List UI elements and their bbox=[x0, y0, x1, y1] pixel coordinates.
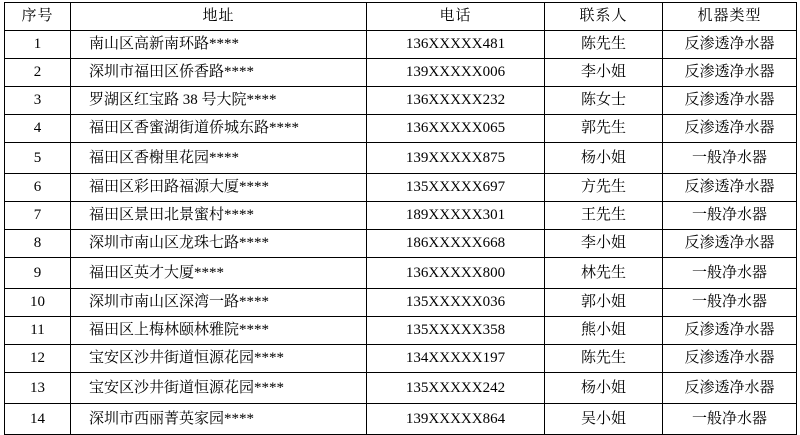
cell-type: 反渗透净水器 bbox=[663, 317, 797, 345]
cell-type: 反渗透净水器 bbox=[663, 87, 797, 115]
cell-phone: 135XXXXX242 bbox=[367, 373, 545, 404]
cell-type: 一般净水器 bbox=[663, 258, 797, 289]
cell-contact: 王先生 bbox=[545, 202, 663, 230]
cell-contact: 郭先生 bbox=[545, 115, 663, 143]
table-row bbox=[5, 345, 797, 373]
cell-address: 福田区香榭里花园**** bbox=[71, 143, 367, 174]
cell-phone: 186XXXXX668 bbox=[367, 230, 545, 258]
cell-index: 7 bbox=[5, 202, 71, 230]
cell-phone: 139XXXXX875 bbox=[367, 143, 545, 174]
cell-address: 福田区彩田路福源大厦**** bbox=[71, 174, 367, 202]
table-row bbox=[5, 115, 797, 143]
cell-type: 一般净水器 bbox=[663, 202, 797, 230]
customer-table bbox=[4, 2, 797, 435]
cell-type: 一般净水器 bbox=[663, 289, 797, 317]
table-row bbox=[5, 143, 797, 174]
table-row bbox=[5, 404, 797, 435]
cell-contact: 李小姐 bbox=[545, 230, 663, 258]
cell-phone: 135XXXXX036 bbox=[367, 289, 545, 317]
cell-address: 宝安区沙井街道恒源花园**** bbox=[71, 345, 367, 373]
cell-index: 4 bbox=[5, 115, 71, 143]
cell-type: 反渗透净水器 bbox=[663, 31, 797, 59]
cell-index: 10 bbox=[5, 289, 71, 317]
cell-address: 深圳市西丽菁英家园**** bbox=[71, 404, 367, 435]
cell-contact: 熊小姐 bbox=[545, 317, 663, 345]
cell-phone: 139XXXXX864 bbox=[367, 404, 545, 435]
cell-phone: 136XXXXX800 bbox=[367, 258, 545, 289]
cell-type: 一般净水器 bbox=[663, 404, 797, 435]
column-header-contact: 联系人 bbox=[545, 3, 663, 31]
cell-type: 一般净水器 bbox=[663, 143, 797, 174]
cell-index: 13 bbox=[5, 373, 71, 404]
cell-index: 9 bbox=[5, 258, 71, 289]
cell-phone: 189XXXXX301 bbox=[367, 202, 545, 230]
column-header-type: 机器类型 bbox=[663, 3, 797, 31]
document-page bbox=[0, 2, 800, 427]
cell-index: 12 bbox=[5, 345, 71, 373]
cell-address: 福田区英才大厦**** bbox=[71, 258, 367, 289]
cell-index: 3 bbox=[5, 87, 71, 115]
cell-type: 反渗透净水器 bbox=[663, 373, 797, 404]
cell-type: 反渗透净水器 bbox=[663, 345, 797, 373]
cell-contact: 林先生 bbox=[545, 258, 663, 289]
cell-phone: 136XXXXX065 bbox=[367, 115, 545, 143]
cell-contact: 陈先生 bbox=[545, 345, 663, 373]
cell-contact: 陈女士 bbox=[545, 87, 663, 115]
cell-contact: 方先生 bbox=[545, 174, 663, 202]
cell-address: 福田区香蜜湖街道侨城东路**** bbox=[71, 115, 367, 143]
table-row bbox=[5, 174, 797, 202]
cell-phone: 136XXXXX481 bbox=[367, 31, 545, 59]
cell-index: 2 bbox=[5, 59, 71, 87]
cell-type: 反渗透净水器 bbox=[663, 230, 797, 258]
cell-address: 福田区景田北景蜜村**** bbox=[71, 202, 367, 230]
cell-type: 反渗透净水器 bbox=[663, 115, 797, 143]
column-header-index: 序号 bbox=[5, 3, 71, 31]
cell-phone: 139XXXXX006 bbox=[367, 59, 545, 87]
cell-contact: 杨小姐 bbox=[545, 143, 663, 174]
cell-address: 深圳市南山区深湾一路**** bbox=[71, 289, 367, 317]
cell-address: 南山区高新南环路**** bbox=[71, 31, 367, 59]
cell-address: 深圳市福田区侨香路**** bbox=[71, 59, 367, 87]
cell-contact: 杨小姐 bbox=[545, 373, 663, 404]
table-row bbox=[5, 230, 797, 258]
cell-contact: 吴小姐 bbox=[545, 404, 663, 435]
table-row bbox=[5, 373, 797, 404]
table-row bbox=[5, 31, 797, 59]
table-row bbox=[5, 289, 797, 317]
cell-type: 反渗透净水器 bbox=[663, 174, 797, 202]
column-header-address: 地址 bbox=[71, 3, 367, 31]
cell-address: 深圳市南山区龙珠七路**** bbox=[71, 230, 367, 258]
cell-phone: 135XXXXX697 bbox=[367, 174, 545, 202]
cell-contact: 李小姐 bbox=[545, 59, 663, 87]
column-header-phone: 电话 bbox=[367, 3, 545, 31]
table-row bbox=[5, 258, 797, 289]
cell-phone: 135XXXXX358 bbox=[367, 317, 545, 345]
table-row bbox=[5, 317, 797, 345]
cell-index: 14 bbox=[5, 404, 71, 435]
cell-index: 6 bbox=[5, 174, 71, 202]
cell-address: 罗湖区红宝路 38 号大院**** bbox=[71, 87, 367, 115]
table-row bbox=[5, 87, 797, 115]
cell-contact: 陈先生 bbox=[545, 31, 663, 59]
table-header-row bbox=[5, 3, 797, 31]
cell-type: 反渗透净水器 bbox=[663, 59, 797, 87]
cell-address: 宝安区沙井街道恒源花园**** bbox=[71, 373, 367, 404]
cell-address: 福田区上梅林颐林雅院**** bbox=[71, 317, 367, 345]
cell-index: 8 bbox=[5, 230, 71, 258]
cell-index: 5 bbox=[5, 143, 71, 174]
cell-contact: 郭小姐 bbox=[545, 289, 663, 317]
table-row bbox=[5, 202, 797, 230]
cell-phone: 134XXXXX197 bbox=[367, 345, 545, 373]
cell-index: 11 bbox=[5, 317, 71, 345]
table-row bbox=[5, 59, 797, 87]
cell-index: 1 bbox=[5, 31, 71, 59]
cell-phone: 136XXXXX232 bbox=[367, 87, 545, 115]
